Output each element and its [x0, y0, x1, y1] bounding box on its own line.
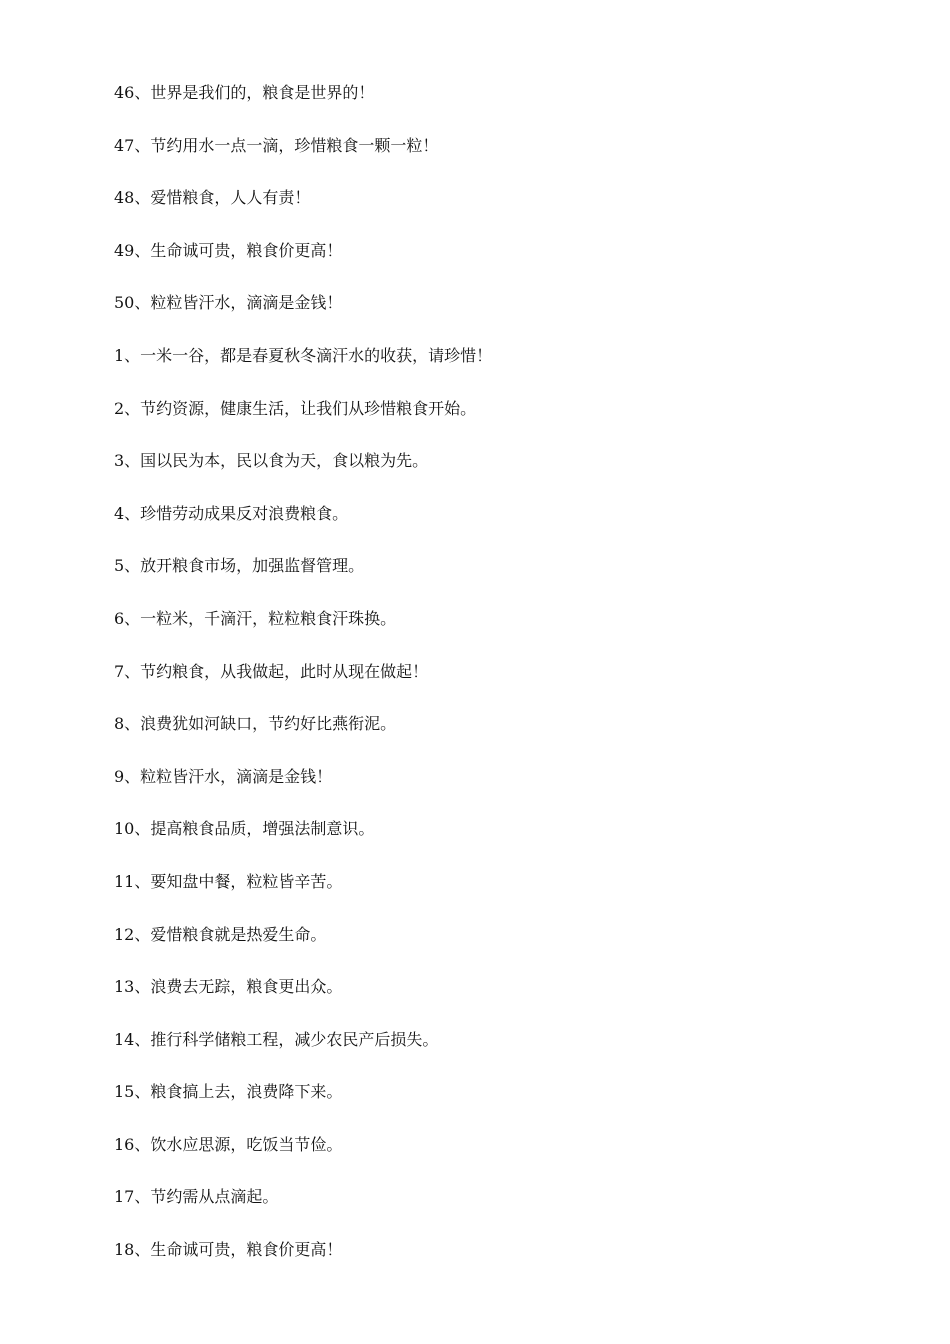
slogan-line: 4、珍惜劳动成果反对浪费粮食。 [114, 503, 349, 523]
slogan-line: 14、推行科学储粮工程，减少农民产后损失。 [114, 1029, 439, 1049]
slogan-line: 7、节约粮食，从我做起，此时从现在做起！ [114, 661, 429, 681]
slogan-line: 1、一米一谷，都是春夏秋冬滴汗水的收获，请珍惜！ [114, 345, 493, 365]
slogan-line: 10、提高粮食品质，增强法制意识。 [114, 819, 375, 839]
slogan-line: 11、要知盘中餐，粒粒皆辛苦。 [114, 871, 343, 891]
slogan-line: 47、节约用水一点一滴，珍惜粮食一颗一粒！ [114, 135, 439, 155]
slogan-line: 46、世界是我们的，粮食是世界的！ [114, 83, 375, 102]
slogan-list [114, 80, 894, 1290]
slogan-line: 12、爱惜粮食就是热爱生命。 [114, 924, 327, 944]
slogan-line: 15、粮食搞上去，浪费降下来。 [114, 1082, 343, 1102]
slogan-line: 18、生命诚可贵，粮食价更高！ [114, 1240, 343, 1260]
slogan-line: 5、放开粮食市场，加强监督管理。 [114, 556, 365, 576]
slogan-line: 9、粒粒皆汗水，滴滴是金钱！ [114, 766, 333, 786]
slogan-line: 8、浪费犹如河缺口，节约好比燕衔泥。 [114, 714, 397, 734]
slogan-line: 16、饮水应思源，吃饭当节俭。 [114, 1134, 343, 1154]
slogan-line: 3、国以民为本，民以食为天，食以粮为先。 [114, 451, 429, 471]
slogan-line: 17、节约需从点滴起。 [114, 1187, 279, 1207]
slogan-line: 48、爱惜粮食，人人有责！ [114, 188, 311, 208]
slogan-line: 6、一粒米，千滴汗，粒粒粮食汗珠换。 [114, 608, 397, 628]
slogan-line: 50、粒粒皆汗水，滴滴是金钱！ [114, 293, 343, 313]
slogan-line: 13、浪费去无踪，粮食更出众。 [114, 977, 343, 997]
slogan-line: 2、节约资源，健康生活，让我们从珍惜粮食开始。 [114, 398, 477, 418]
slogan-line: 49、生命诚可贵，粮食价更高！ [114, 240, 343, 260]
